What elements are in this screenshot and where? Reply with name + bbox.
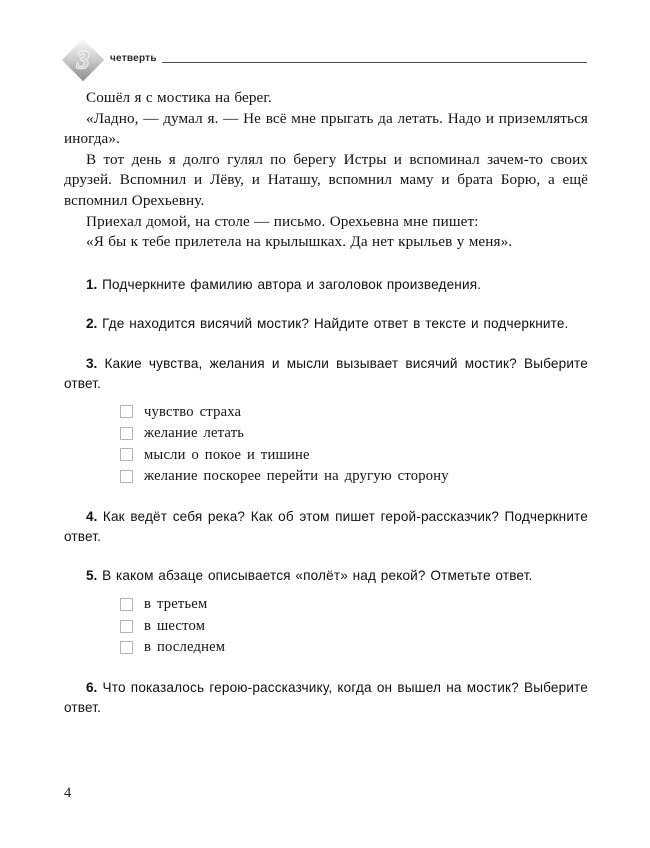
- spacer: [64, 658, 588, 678]
- quarter-number: 3: [76, 46, 90, 74]
- question-6: [64, 678, 588, 717]
- question-number: 6.: [86, 680, 98, 696]
- story-paragraph: В тот день я долго гулял по берегу Истры и вспоминал зачем-то своих друзей. Вспомнил и Лёву, и Наташу, вспомнил маму и брата Борю, а ещё вспомнил Орехьевну.: [64, 150, 588, 209]
- checkbox-icon[interactable]: [120, 427, 133, 440]
- question-number: 5.: [86, 568, 98, 584]
- story-paragraph: «Ладно, — думал я. — Не всё мне прыгать да летать. Надо и приземляться иногда».: [64, 109, 588, 148]
- answer-option-label: в третьем: [144, 596, 208, 613]
- spacer: [64, 294, 588, 314]
- questions-container: [64, 253, 588, 718]
- story-paragraph: Приехал домой, на столе — письмо. Орехьевна мне пишет:: [86, 212, 479, 230]
- question-2: [64, 314, 588, 334]
- answer-options: [120, 401, 588, 487]
- quarter-badge: [61, 38, 105, 82]
- checkbox-icon[interactable]: [120, 641, 133, 654]
- question-number: 3.: [86, 355, 98, 371]
- question-text: Где находится висячий мостик? Найдите ответ в тексте и подчеркните.: [97, 316, 569, 332]
- answer-option-label: мысли о покое и тишине: [144, 446, 310, 463]
- story-paragraph: Сошёл я с мостика на берег.: [86, 89, 272, 106]
- checkbox-icon[interactable]: [120, 598, 133, 611]
- answer-option[interactable]: [120, 615, 588, 637]
- spacer: [64, 393, 588, 401]
- page-header: [0, 34, 650, 86]
- spacer: [64, 253, 588, 275]
- quarter-label: четверть: [110, 53, 157, 64]
- answer-option-label: желание летать: [144, 425, 245, 442]
- question-number: 1.: [86, 276, 98, 292]
- question-5: [64, 566, 588, 586]
- question-text: Как ведёт себя река? Как об этом пишет герой-рассказчик? Подчеркните ответ.: [64, 509, 588, 544]
- page-content: [64, 88, 588, 718]
- question-1: [64, 275, 588, 295]
- spacer: [64, 334, 588, 354]
- page-number: 4: [64, 785, 72, 801]
- spacer: [64, 546, 588, 566]
- question-text: Какие чувства, желания и мысли вызывает висячий мостик? Выберите ответ.: [64, 355, 588, 391]
- checkbox-icon[interactable]: [120, 620, 133, 633]
- answer-option-label: желание поскорее перейти на другую сторону: [144, 468, 449, 485]
- checkbox-icon[interactable]: [120, 470, 133, 483]
- answer-option[interactable]: [120, 401, 588, 423]
- question-number: 4.: [86, 509, 98, 525]
- checkbox-icon[interactable]: [120, 448, 133, 461]
- answer-option-label: в шестом: [144, 617, 206, 634]
- spacer: [64, 487, 588, 507]
- answer-option[interactable]: [120, 423, 588, 445]
- answer-options: [120, 594, 588, 659]
- question-4: [64, 507, 588, 546]
- question-text: В каком абзаце описывается «полёт» над рекой? Отметьте ответ.: [97, 568, 533, 584]
- question-number: 2.: [86, 316, 98, 332]
- answer-option[interactable]: [120, 444, 588, 466]
- story-text: [64, 88, 588, 253]
- story-paragraph: «Я бы к тебе прилетела на крылышках. Да нет крыльев у меня».: [86, 233, 513, 251]
- answer-option[interactable]: [120, 637, 588, 659]
- answer-option[interactable]: [120, 594, 588, 616]
- answer-option-label: в последнем: [144, 639, 226, 656]
- question-text: Что показалось герою-рассказчику, когда он вышел на мостик? Выберите ответ.: [64, 680, 588, 715]
- spacer: [64, 586, 588, 594]
- answer-option[interactable]: [120, 466, 588, 488]
- header-divider: [162, 62, 587, 63]
- question-3: [64, 354, 588, 393]
- question-text: Подчеркните фамилию автора и заголовок произведения.: [97, 276, 482, 292]
- answer-option-label: чувство страха: [144, 403, 242, 420]
- checkbox-icon[interactable]: [120, 405, 133, 418]
